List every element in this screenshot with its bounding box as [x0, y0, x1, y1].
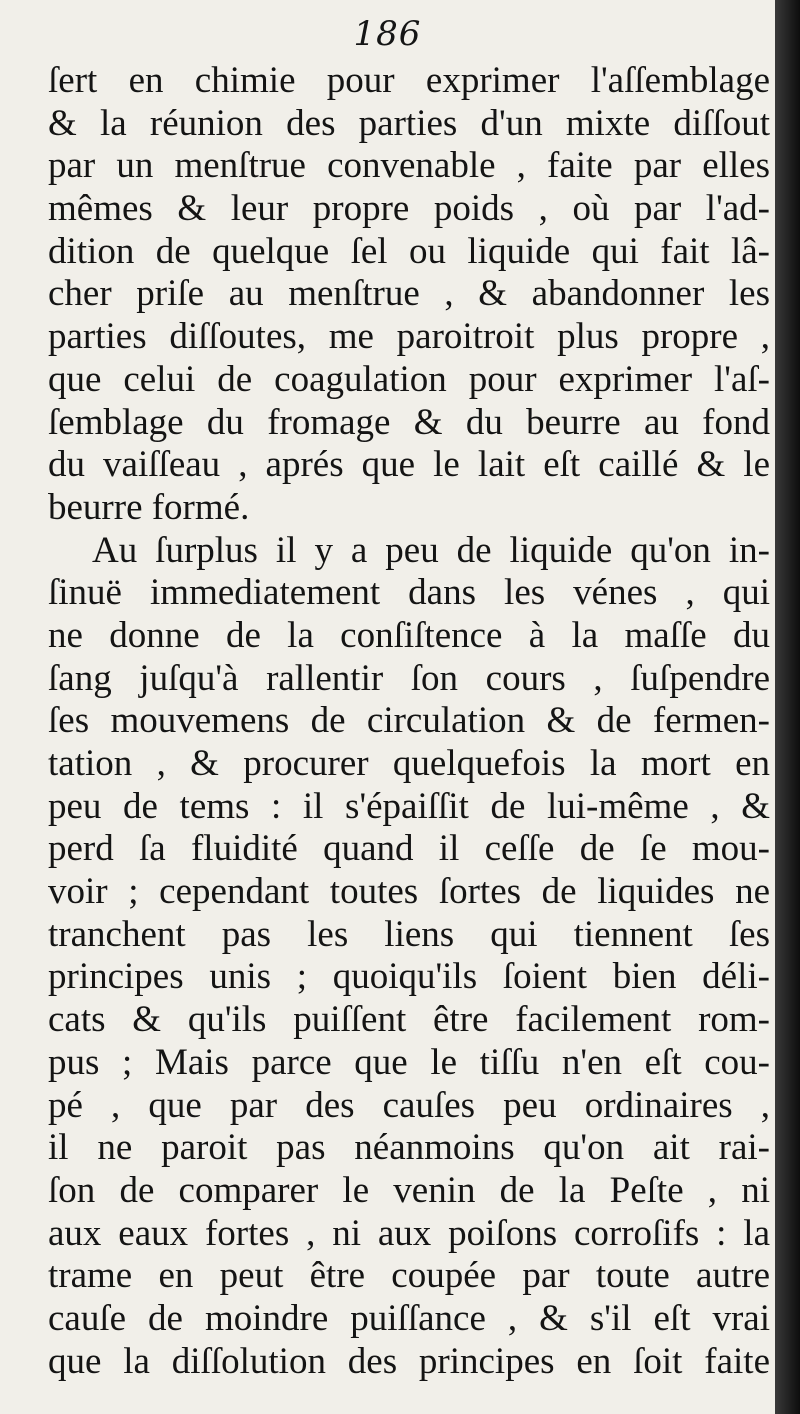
text-line: aux eaux fortes , ni aux poiſons corroſifs : la [48, 1212, 770, 1254]
text-line: ſemblage du fromage & du beurre au fond [48, 401, 770, 443]
text-line: trame en peut être coupée par toute autre [48, 1255, 770, 1297]
text-line: mêmes & leur propre poids , où par l'ad- [48, 188, 770, 230]
text-line: dition de quelque ſel ou liquide qui fait lâ- [48, 230, 770, 272]
text-line: que celui de coagulation pour exprimer l'aſ- [48, 358, 770, 400]
paragraph-start-line: Au ſurplus il y a peu de liquide qu'on in- [92, 529, 770, 571]
page-edge-shadow [775, 0, 800, 1414]
text-line: parties diſſoutes, me paroitroit plus propre , [48, 316, 770, 358]
text-line: tranchent pas les liens qui tiennent ſes [48, 913, 770, 955]
text-line: beurre formé. [48, 486, 250, 528]
text-line: ſinuë immediatement dans les vénes , qui [48, 572, 770, 614]
text-line: peu de tems : il s'épaiſſit de lui-même , & [48, 785, 770, 827]
text-line: par un menſtrue convenable , faite par elles [48, 145, 770, 187]
page-number: 186 [353, 14, 422, 54]
text-line: ſes mouvemens de circulation & de fermen- [48, 700, 770, 742]
body-text [48, 60, 770, 1383]
text-line: perd ſa fluidité quand il ceſſe de ſe mou- [48, 828, 770, 870]
text-line: voir ; cependant toutes ſortes de liquides ne [48, 871, 770, 913]
text-line: ne donne de la conſiſtence à la maſſe du [48, 614, 770, 656]
text-line: pus ; Mais parce que le tiſſu n'en eſt cou- [48, 1041, 770, 1083]
text-line: principes unis ; quoiqu'ils ſoient bien déli- [48, 956, 770, 998]
text-line: que la diſſolution des principes en ſoit faite [48, 1340, 770, 1382]
text-line: il ne paroit pas néanmoins qu'on ait rai- [48, 1127, 770, 1169]
text-line: tation , & procurer quelquefois la mort en [48, 743, 770, 784]
text-line: pé , que par des cauſes peu ordinaires , [48, 1084, 770, 1126]
text-line: ſang juſqu'à rallentir ſon cours , ſuſpendre [48, 657, 770, 699]
text-line: cher priſe au menſtrue , & abandonner les [48, 273, 770, 315]
text-line: cauſe de moindre puiſſance , & s'il eſt vrai [48, 1297, 770, 1339]
text-line: cats & qu'ils puiſſent être facilement rom- [48, 999, 770, 1041]
text-line: ſert en chimie pour exprimer l'aſſemblage [48, 60, 770, 101]
text-line: & la réunion des parties d'un mixte diſſout [48, 102, 770, 144]
text-line: ſon de comparer le venin de la Peſte , ni [48, 1169, 770, 1211]
text-line: du vaiſſeau , aprés que le lait eſt caillé & le [48, 444, 770, 486]
